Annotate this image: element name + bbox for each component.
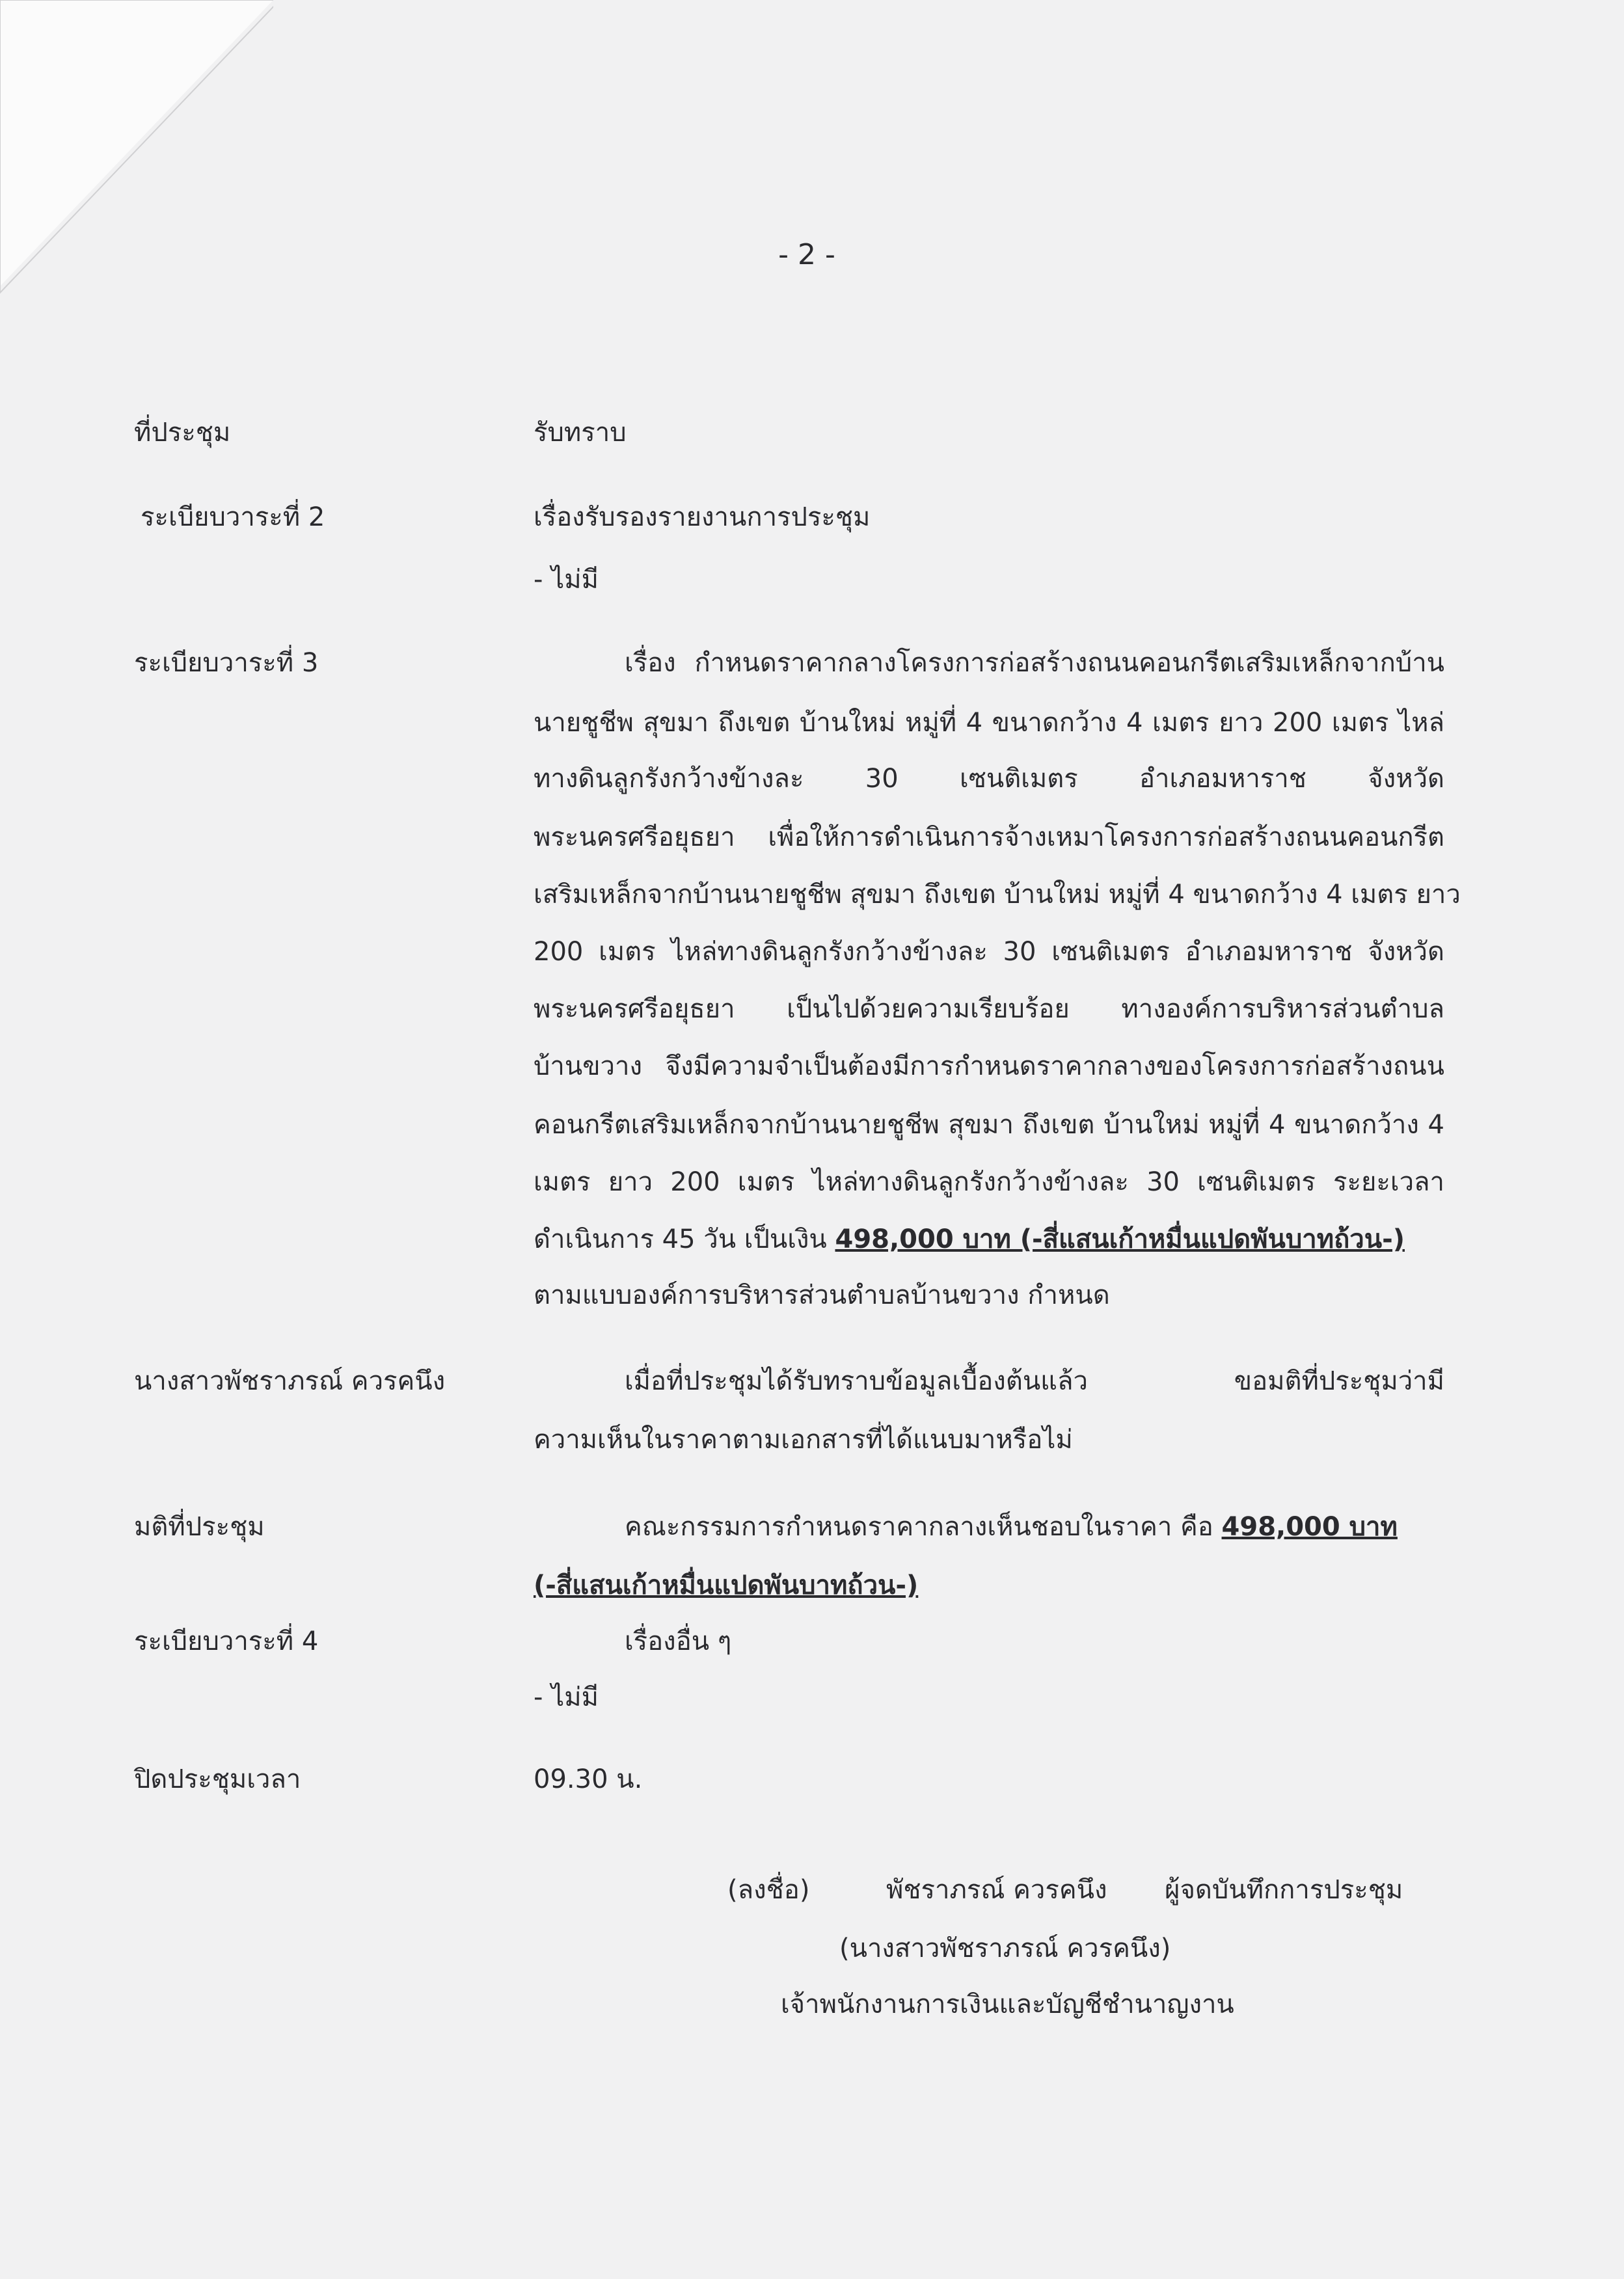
resolution-amount: 498,000 บาท <box>1221 1512 1398 1542</box>
signature-prefix: (ลงชื่อ) <box>727 1875 810 1905</box>
page-number: - 2 - <box>778 238 835 271</box>
label-speaker: นางสาวพัชราภรณ์ ควรคนึง <box>134 1366 446 1396</box>
resolution-line-1 <box>625 1505 1398 1547</box>
agenda-2-title: เรื่องรับรองรายงานการประชุม <box>534 502 871 532</box>
resolution-prefix: คณะกรรมการกำหนดราคากลางเห็นชอบในราคา คือ <box>625 1512 1222 1542</box>
close-time: 09.30 น. <box>534 1764 643 1794</box>
agenda-3-price-amount: 498,000 บาท (-สี่แสนเก้าหมื่นแปดพันบาทถ้วน-) <box>835 1224 1405 1254</box>
agenda-3-price-line <box>534 1218 1405 1260</box>
agenda-4-none: - ไม่มี <box>534 1682 599 1712</box>
resolution-amount-words: (-สี่แสนเก้าหมื่นแปดพันบาทถ้วน-) <box>534 1571 919 1600</box>
agenda-3-line: บ้านขวาง จึงมีความจำเป็นต้องมีการกำหนดราคากลางของโครงการก่อสร้างถนน <box>534 1051 1444 1081</box>
agenda-3-line: พระนครศรีอยุธยา เพื่อให้การดำเนินการจ้างเหมาโครงการก่อสร้างถนนคอนกรีต <box>534 822 1444 852</box>
label-agenda-4: ระเบียบวาระที่ 4 <box>134 1626 319 1656</box>
agenda-3-line: นายชูชีพ สุขมา ถึงเขต บ้านใหม่ หมู่ที่ 4 ขนาดกว้าง 4 เมตร ยาว 200 เมตร ไหล่ <box>534 708 1444 738</box>
agenda-3-last-line: ตามแบบองค์การบริหารส่วนตำบลบ้านขวาง กำหนด <box>534 1280 1110 1310</box>
agenda-3-line: ทางดินลูกรังกว้างข้างละ 30 เซนติเมตร อำเภอมหาราช จังหวัด <box>534 764 1444 794</box>
signature-name: พัชราภรณ์ ควรคนึง <box>886 1875 1107 1905</box>
agenda-3-line: คอนกรีตเสริมเหล็กจากบ้านนายชูชีพ สุขมา ถึงเขต บ้านใหม่ หมู่ที่ 4 ขนาดกว้าง 4 <box>534 1110 1444 1140</box>
speaker-line-1: เมื่อที่ประชุมได้รับทราบข้อมูลเบื้องต้นแล้ว ขอมติที่ประชุมว่ามี <box>625 1366 1444 1396</box>
agenda-3-price-prefix: ดำเนินการ 45 วัน เป็นเงิน <box>534 1224 835 1254</box>
meeting-acknowledged: รับทราบ <box>534 418 627 448</box>
resolution-line-2 <box>534 1564 918 1606</box>
agenda-3-line: เสริมเหล็กจากบ้านนายชูชีพ สุขมา ถึงเขต บ้านใหม่ หมู่ที่ 4 ขนาดกว้าง 4 เมตร ยาว <box>534 880 1461 910</box>
folded-corner <box>0 0 273 299</box>
agenda-3-line: พระนครศรีอยุธยา เป็นไปด้วยความเรียบร้อย ทางองค์การบริหารส่วนตำบล <box>534 994 1444 1024</box>
signature-position: เจ้าพนักงานการเงินและบัญชีชำนาญงาน <box>781 1989 1234 2019</box>
agenda-3-line: เรื่อง กำหนดราคากลางโครงการก่อสร้างถนนคอนกรีตเสริมเหล็กจากบ้าน <box>625 648 1444 678</box>
speaker-line-2: ความเห็นในราคาตามเอกสารที่ได้แนบมาหรือไม่ <box>534 1425 1073 1455</box>
signature-full-name: (นางสาวพัชราภรณ์ ควรคนึง) <box>839 1934 1171 1963</box>
label-agenda-2: ระเบียบวาระที่ 2 <box>141 502 325 532</box>
agenda-2-none: - ไม่มี <box>534 565 599 595</box>
agenda-4-title: เรื่องอื่น ๆ <box>625 1626 732 1656</box>
label-close-time: ปิดประชุมเวลา <box>134 1764 301 1794</box>
label-resolution: มติที่ประชุม <box>134 1512 265 1542</box>
label-meeting: ที่ประชุม <box>134 418 231 448</box>
agenda-3-line: 200 เมตร ไหล่ทางดินลูกรังกว้างข้างละ 30 เซนติเมตร อำเภอมหาราช จังหวัด <box>534 937 1444 967</box>
label-agenda-3: ระเบียบวาระที่ 3 <box>134 648 319 678</box>
signature-role: ผู้จดบันทึกการประชุม <box>1165 1875 1403 1905</box>
agenda-3-line: เมตร ยาว 200 เมตร ไหล่ทางดินลูกรังกว้างข้างละ 30 เซนติเมตร ระยะเวลา <box>534 1167 1444 1197</box>
